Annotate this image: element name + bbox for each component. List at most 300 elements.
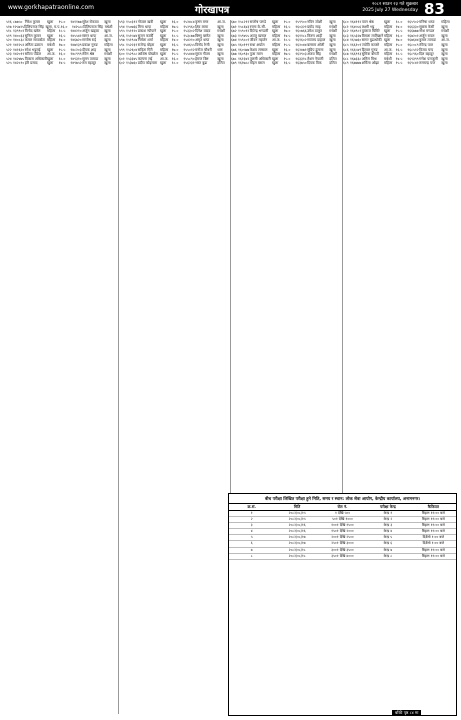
notice-cell: २५०१ देखि ३००० <box>331 541 354 546</box>
table-cell: १६११८८ <box>295 33 307 38</box>
table-cell: सविता गिरी <box>137 47 153 52</box>
table-cell: १५२९६० <box>183 24 195 29</box>
notice-cell: बिहान ११:०० बजे <box>421 529 445 534</box>
table-cell: महिला <box>383 42 393 47</box>
table-cell: खुला <box>159 29 167 34</box>
table-cell: खुला <box>329 33 336 38</box>
table-cell: दिल बहादुर <box>419 52 434 57</box>
notice-cell: केन्द्र ४ <box>383 529 393 534</box>
table-row <box>343 61 453 66</box>
table-cell: खुला <box>104 20 111 24</box>
table-cell: सुरेश रोकाया <box>82 20 99 24</box>
table-cell: १३९९०२ <box>13 29 25 34</box>
table-cell: १५१५४४ <box>126 33 138 38</box>
notice-cell: १००१ देखि १५०० <box>331 523 354 528</box>
table-cell: १४२८९० <box>13 61 25 66</box>
table-cell: आ.ज. <box>104 33 113 38</box>
table-cell: १५३३४५ <box>126 56 138 61</box>
table-cell: १६५७६० <box>350 38 362 43</box>
table-cell: खुला <box>159 52 167 57</box>
notice-header-cell: रोल नं. <box>337 504 348 509</box>
notice-cell: केन्द्र १ <box>383 511 393 515</box>
notice-cell: दिउँसो १:०० बजे <box>422 535 445 540</box>
table-cell: १२५७२५ <box>12 24 24 29</box>
notice-title: बीच परीक्षा लिखित परीक्षा हुने मिति, समय र स्थान: लोक सेवा आयोग, केन्द्रीय कार्यालय, अनामनगर। <box>229 494 456 504</box>
table-cell: खुला <box>383 38 391 43</box>
table-cell: लक्ष्मी भट्ट <box>361 24 375 29</box>
table-cell: आ.ज. <box>46 52 56 57</box>
table-cell: १४२४७५ <box>13 56 25 61</box>
table-cell: १६.५ <box>58 33 66 38</box>
table-cell: १६४११२ <box>350 20 362 24</box>
table-cell: मोहन बराल <box>249 61 265 66</box>
table-cell: थारु <box>217 47 223 52</box>
table-cell: खुला <box>217 33 224 38</box>
table-cell: १५९४५५ <box>238 33 250 38</box>
table-cell: १८.५ <box>395 52 403 57</box>
table-cell: अजय सिंह <box>307 52 321 57</box>
table-cell: रमेश भट्टराई <box>24 47 41 52</box>
table-cell: ६७४ <box>231 38 237 43</box>
table-cell: १६.५ <box>395 47 403 52</box>
table-cell: १५२२३१ <box>126 42 138 47</box>
website-url[interactable]: www.gorkhapatraonline.com <box>8 4 94 11</box>
table-cell: १७.० <box>171 47 179 52</box>
table-cell: खुला <box>271 20 279 24</box>
notice-cell: दिउँसो १:०० बजे <box>422 541 445 546</box>
table-cell: खुला <box>217 56 224 61</box>
notice-cell: बिहान ११:०० बजे <box>421 517 445 522</box>
notice-cell: केन्द्र ८ <box>383 553 393 558</box>
table-cell: दलित <box>217 61 225 66</box>
table-cell: कल्पना राई <box>137 56 153 61</box>
table-cell: १५८२११ <box>238 20 250 24</box>
table-cell: महिला <box>383 24 393 29</box>
table-cell: खुला <box>441 61 448 66</box>
table-cell: महिला <box>159 47 169 52</box>
notice-cell: ३५०१ देखि ४००० <box>331 553 354 558</box>
table-cell: मधेशी <box>104 24 113 29</box>
table-cell: खुला <box>217 52 224 57</box>
table-cell: बिष्णु बस्नेत <box>195 33 211 38</box>
table-cell: अमृत थापा <box>195 38 210 43</box>
table-cell: भरत बुढा <box>195 61 208 66</box>
notice-cell: केन्द्र ७ <box>383 547 393 552</box>
table-cell: ६०० <box>119 52 125 57</box>
table-cell: खुला <box>383 29 391 34</box>
table-cell: ६७१ <box>231 24 237 29</box>
table-cell: दलित <box>329 56 337 61</box>
table-cell: १६३३१८ <box>295 56 307 61</box>
table-cell: खुला <box>104 61 111 66</box>
table-cell: १४००३३ <box>13 33 25 38</box>
page-number: 83 <box>424 0 445 18</box>
table-cell: ६८१ <box>343 24 349 29</box>
table-cell: नरेश मण्डल <box>419 29 435 34</box>
table-cell: ६७७ <box>231 52 237 57</box>
table-cell: ६७५ <box>231 42 237 47</box>
notice-cell: बिहान ११:०० बजे <box>421 511 445 515</box>
table-cell: खुला <box>441 56 448 61</box>
table-cell: १६८५१२ <box>407 47 419 52</box>
table-cell: मनिषा थापा <box>419 20 435 24</box>
table-cell: गोपाल खत्री <box>137 20 154 24</box>
table-cell: १५०७६६ <box>126 24 138 29</box>
table-cell: १४१२५२ <box>13 42 25 47</box>
notice-cell: २००१ देखि २५०० <box>331 535 354 540</box>
issue-date <box>330 2 418 13</box>
table-cell: महिला <box>104 42 113 47</box>
table-cell: १६३७५० <box>295 61 307 66</box>
notice-cell: ८ <box>250 553 253 558</box>
table-cell: १६८०८९ <box>407 42 419 47</box>
table-cell: १५.० <box>395 42 403 47</box>
table-cell: १५.५ <box>283 42 291 47</box>
table-cell: खुला <box>441 33 448 38</box>
table-cell: तुलसी अधिकारी <box>249 56 271 61</box>
notice-cell: बिहान ११:०० बजे <box>421 523 445 528</box>
notice-cell: २०८२/०८/१८ <box>288 547 306 552</box>
table-cell: ५९७ <box>119 38 125 43</box>
table-cell: खुला <box>159 20 167 24</box>
table-cell: १६७३३८ <box>350 56 362 61</box>
table-cell: निर्मला शर्मा <box>137 38 153 43</box>
table-row <box>6 61 116 66</box>
table-cell: १५१९८७ <box>126 38 138 43</box>
table-cell: ६७९ <box>231 61 237 66</box>
table-cell: ५१६ <box>6 20 12 24</box>
table-cell: १६१३४२ <box>238 56 250 61</box>
table-cell: १५.५ <box>395 61 403 66</box>
table-cell: दिपक विक <box>307 61 322 66</box>
table-cell: मधेशी <box>441 29 450 34</box>
table-cell: खुला <box>217 24 224 29</box>
table-cell: राधा अर्याल <box>249 42 265 47</box>
table-cell: १६९३९९ <box>407 56 419 61</box>
table-cell: १५४२१० <box>183 38 195 43</box>
table-cell: रोशन नेपाली <box>307 56 324 61</box>
table-cell: खुला <box>383 20 391 24</box>
notice-cell: २०८२/०८/१६ <box>288 523 306 528</box>
table-cell: ६८२ <box>343 29 349 34</box>
table-cell: ६०२ <box>119 61 125 66</box>
notice-cell: ३ <box>250 523 253 528</box>
table-row <box>119 61 229 66</box>
notice-cell: १५०१ देखि २००० <box>331 529 354 534</box>
table-cell: रचना के.सी. <box>249 24 266 29</box>
table-cell: आ.ज. <box>217 20 226 24</box>
table-cell: ५२० <box>6 38 12 43</box>
table-cell: खुला <box>271 56 279 61</box>
table-cell: १६६९९३ <box>350 52 362 57</box>
table-cell: दिनेश यादव <box>195 29 211 34</box>
table-cell: १४.० <box>58 38 66 43</box>
table-cell: १८.० <box>58 56 66 61</box>
table-cell: अर्जुन रावल <box>419 33 435 38</box>
table-cell: आ.ज. <box>159 56 169 61</box>
table-cell: १८.५ <box>58 29 66 34</box>
table-cell: शिव लामा <box>195 24 209 29</box>
table-cell: ६०१ <box>119 56 125 61</box>
table-cell: १५२४८४ <box>183 20 195 24</box>
table-cell: १५११२० <box>126 29 138 34</box>
continued-on-tag: बाँकी पृष्ठ ८४ मा <box>392 710 421 716</box>
table-cell: १४८२०३ <box>70 47 82 52</box>
table-cell: महिला <box>159 38 169 43</box>
notice-cell: २०८२/०८/१६ <box>288 529 306 534</box>
notice-cell: २०८२/०८/१५ <box>288 511 306 515</box>
table-cell: खुला, म.प. <box>45 24 61 29</box>
notice-cell: २०८२/०८/१५ <box>288 517 306 522</box>
table-cell: दिलिपराज सिंह <box>24 24 44 29</box>
table-cell: हरि प्रसाद <box>24 61 38 66</box>
table-cell: बलराम ओली <box>307 42 325 47</box>
table-cell: शर्मिला ओझा <box>361 61 380 66</box>
table-cell: ६८७ <box>343 52 349 57</box>
table-cell: खुला <box>104 47 111 52</box>
table-cell: १६०३२१ <box>295 24 307 29</box>
notice-header-cell: परीक्षा केन्द्र <box>380 504 396 509</box>
table-cell: प्रकाश न्यौपाने <box>137 29 157 34</box>
table-cell: महिला <box>383 52 393 57</box>
table-cell: १६५९०२ <box>407 20 419 24</box>
table-cell: १५२६०४ <box>126 47 138 52</box>
table-cell: ज्योति काफ्ले <box>361 42 380 47</box>
table-cell: १५४६५५ <box>183 42 195 47</box>
results-column-2 <box>118 20 229 714</box>
table-cell: १६६७७७ <box>407 29 419 34</box>
table-cell: रविन्द्र पाल <box>419 42 434 47</box>
table-cell: १५.० <box>171 29 179 34</box>
table-cell: १५.५ <box>171 52 179 57</box>
table-cell: खुला <box>159 61 167 66</box>
table-cell: खुला <box>46 56 54 61</box>
table-cell: १६०७६६ <box>295 29 307 34</box>
table-cell: ६८६ <box>343 47 349 52</box>
table-cell: १४९३१० <box>70 56 82 61</box>
table-cell: अर्जुन खड्का <box>82 29 100 34</box>
table-cell: १४.० <box>395 24 403 29</box>
table-cell: १६७६४४ <box>407 38 419 43</box>
table-cell: खुला <box>441 52 448 57</box>
table-cell: ५२५ <box>6 61 12 66</box>
table-cell: सुदिप ढुंगाना <box>307 47 324 52</box>
table-cell: महिला <box>271 33 281 38</box>
table-cell: आ.ज. <box>271 38 281 43</box>
table-cell: आ.ज. <box>383 47 393 52</box>
table-cell: १६६३३० <box>407 24 419 29</box>
notice-cell: केन्द्र ६ <box>383 541 393 546</box>
notice-cell: केन्द्र ५ <box>383 535 393 540</box>
table-cell: ६७३ <box>231 33 237 38</box>
table-cell: १६४९८१ <box>350 29 362 34</box>
results-column-1 <box>6 20 116 714</box>
table-cell: सन्तोष पाण्डे <box>249 20 267 24</box>
table-cell: १६.५ <box>283 61 291 66</box>
table-cell: सुमित्रा बोगटी <box>361 52 380 57</box>
table-cell: १४४२१० <box>70 29 82 34</box>
table-cell: राम बहादुर <box>82 61 97 66</box>
table-cell: महिला <box>271 42 281 47</box>
table-cell: खुला <box>441 47 448 52</box>
table-cell: महिला <box>159 24 169 29</box>
table-cell: १५३७६० <box>126 61 138 66</box>
notice-header-row <box>229 504 456 511</box>
table-cell: खुला <box>104 29 111 34</box>
table-cell: सुरज गौतम <box>195 52 210 57</box>
table-cell: १६२०४४ <box>295 42 307 47</box>
table-cell: सुजन कार्की <box>137 33 154 38</box>
table-cell: खुला <box>441 24 448 29</box>
table-cell: मधेशी <box>329 29 338 34</box>
table-cell: १६७२०१ <box>407 33 419 38</box>
table-cell: कृष्ण मगर <box>195 20 209 24</box>
table-cell: दिलिपराज सिंह <box>83 24 103 29</box>
table-cell: १४०८३८ <box>13 38 25 43</box>
table-cell: १४८९९९ <box>70 52 82 57</box>
issue-date-english: 2025 July 27 Wednesday <box>362 7 418 13</box>
table-cell: अञ्जु खनाल <box>249 33 267 38</box>
table-cell: १४२५८८ <box>71 24 84 29</box>
table-cell: ५१९ <box>6 33 12 38</box>
table-cell: मधेशी <box>329 52 338 57</box>
table-cell: खुला <box>329 38 336 43</box>
table-cell: १६.५ <box>171 42 179 47</box>
table-cell: मिना थापा <box>137 24 152 29</box>
table-cell: १४२०११ <box>13 52 25 57</box>
table-cell: खुला <box>217 38 224 43</box>
table-cell: १४१६२० <box>13 47 25 52</box>
table-cell: १६.० <box>395 33 403 38</box>
table-cell: खुला <box>271 61 279 66</box>
table-cell: गणेश पराजुली <box>419 56 438 61</box>
table-cell: ६८४ <box>343 38 349 43</box>
table-cell: ५९५ <box>119 29 125 34</box>
table-cell: १६.० <box>58 52 66 57</box>
table-cell: १६०५७७ <box>238 47 250 52</box>
table-cell: १५५४४४ <box>183 52 195 57</box>
notice-cell: बिहान ११:०० बजे <box>421 553 445 558</box>
table-cell: ५२४ <box>6 56 12 61</box>
table-cell: महिला <box>383 61 393 66</box>
table-cell: सागर बुढाथोकी <box>361 38 382 43</box>
table-cell: रविन श्रेष्ठ <box>82 52 95 57</box>
table-cell: ६८० <box>343 20 349 24</box>
table-cell: १६.५ <box>283 24 291 29</box>
table-cell: राजेन्द्र बोहरा <box>137 42 155 47</box>
table-cell: मधेशी <box>217 29 226 34</box>
table-cell: उमेश ठाकुर <box>307 29 323 34</box>
table-cell: खुला <box>46 47 54 52</box>
table-cell: विजय चन्द <box>419 47 434 52</box>
table-cell: खुला <box>104 56 111 61</box>
table-cell: ६८८ <box>343 56 349 61</box>
notice-cell: केन्द्र २ <box>383 517 393 522</box>
table-cell: १६८९६० <box>407 52 419 57</box>
notice-cell: ३००१ देखि ३५०० <box>331 547 354 552</box>
exam-schedule-notice <box>228 493 457 716</box>
notice-cell: ७ <box>250 547 253 552</box>
table-cell: १५५८९० <box>183 56 195 61</box>
table-cell: १८.० <box>395 20 403 24</box>
notice-cell: ४ <box>250 529 253 534</box>
masthead <box>0 0 461 16</box>
table-cell: रामचन्द्र पन्त <box>419 61 436 66</box>
table-cell: किरण शाही <box>307 33 323 38</box>
table-cell: १५०३१२ <box>126 20 138 24</box>
table-cell: खुला <box>271 47 279 52</box>
table-cell: ५२३ <box>6 52 12 57</box>
table-cell: खुला <box>217 42 224 47</box>
table-cell: ५९४ <box>119 24 125 29</box>
notice-cell: २ <box>250 517 253 522</box>
table-cell: १६.० <box>60 24 68 29</box>
table-cell: मधेशी <box>383 56 392 61</box>
table-cell: १४६७२० <box>70 38 82 43</box>
table-cell: १५२९८८ <box>126 52 138 57</box>
table-cell: ५१८ <box>6 29 12 34</box>
table-cell: महिला <box>441 20 450 24</box>
table-cell: १४११७७ <box>70 20 82 24</box>
table-cell: ५९६ <box>119 33 125 38</box>
table-cell: ५२२ <box>6 47 12 52</box>
table-cell: १८.५ <box>171 33 179 38</box>
table-cell: महिला <box>271 52 281 57</box>
table-cell: मधेशी <box>46 42 55 47</box>
table-cell: १६६५४९ <box>350 47 362 52</box>
table-cell: १५५०१२ <box>183 47 195 52</box>
table-cell: खुला <box>159 33 167 38</box>
table-cell: सञ्जय दाहाल <box>307 38 326 43</box>
table-cell: १६०९३० <box>238 52 250 57</box>
table-cell: सुबास केसी <box>419 24 435 29</box>
table-cell: ६७० <box>231 20 237 24</box>
table-cell: १६९८४१ <box>407 61 419 66</box>
table-cell: ६८३ <box>343 33 349 38</box>
table-cell: १८.५ <box>283 38 291 43</box>
table-cell: युवराज घिमिरे <box>361 29 380 34</box>
table-cell: १४५५४१ <box>70 33 82 38</box>
table-cell: महिला <box>383 33 393 38</box>
issue-date-nepali: २०८२ साउन २३ गते शुक्रबार <box>371 2 418 7</box>
table-cell: हिमाल गुरुङ <box>361 47 378 52</box>
table-cell: ६७२ <box>231 29 237 34</box>
table-cell: दलित <box>329 61 337 66</box>
table-cell: १५९८०१ <box>238 38 250 43</box>
table-cell: नविन जोशी <box>307 20 323 24</box>
table-cell: १६२९०३ <box>295 52 307 57</box>
table-cell: १५८६४३ <box>238 24 250 29</box>
table-cell: दीपक शाह <box>82 47 97 52</box>
table-cell: १४.० <box>171 38 179 43</box>
table-cell: सरिता पौडेल <box>24 52 42 57</box>
table-cell: विकास अधिकारी <box>24 56 47 61</box>
table-cell: हेमन्त बिष्ट <box>195 56 209 61</box>
table-cell: प्रकाश गुरुङ <box>82 42 98 47</box>
table-cell: खुला <box>329 47 336 52</box>
table-cell: सुमन तामाङ <box>82 56 99 61</box>
table-cell: १८.० <box>171 61 179 66</box>
table-cell: विनोद रेग्मी <box>195 42 210 47</box>
table-cell: १४.५ <box>58 61 66 66</box>
table-cell: १५.५ <box>58 47 66 52</box>
newspaper-title: गोरखापत्र <box>195 5 230 16</box>
table-cell: १४.५ <box>283 33 291 38</box>
table-cell: १६५३२७ <box>350 33 362 38</box>
table-cell: ६८५ <box>343 42 349 47</box>
table-cell: १७.५ <box>283 52 291 57</box>
table-cell: ५९९ <box>119 47 125 52</box>
